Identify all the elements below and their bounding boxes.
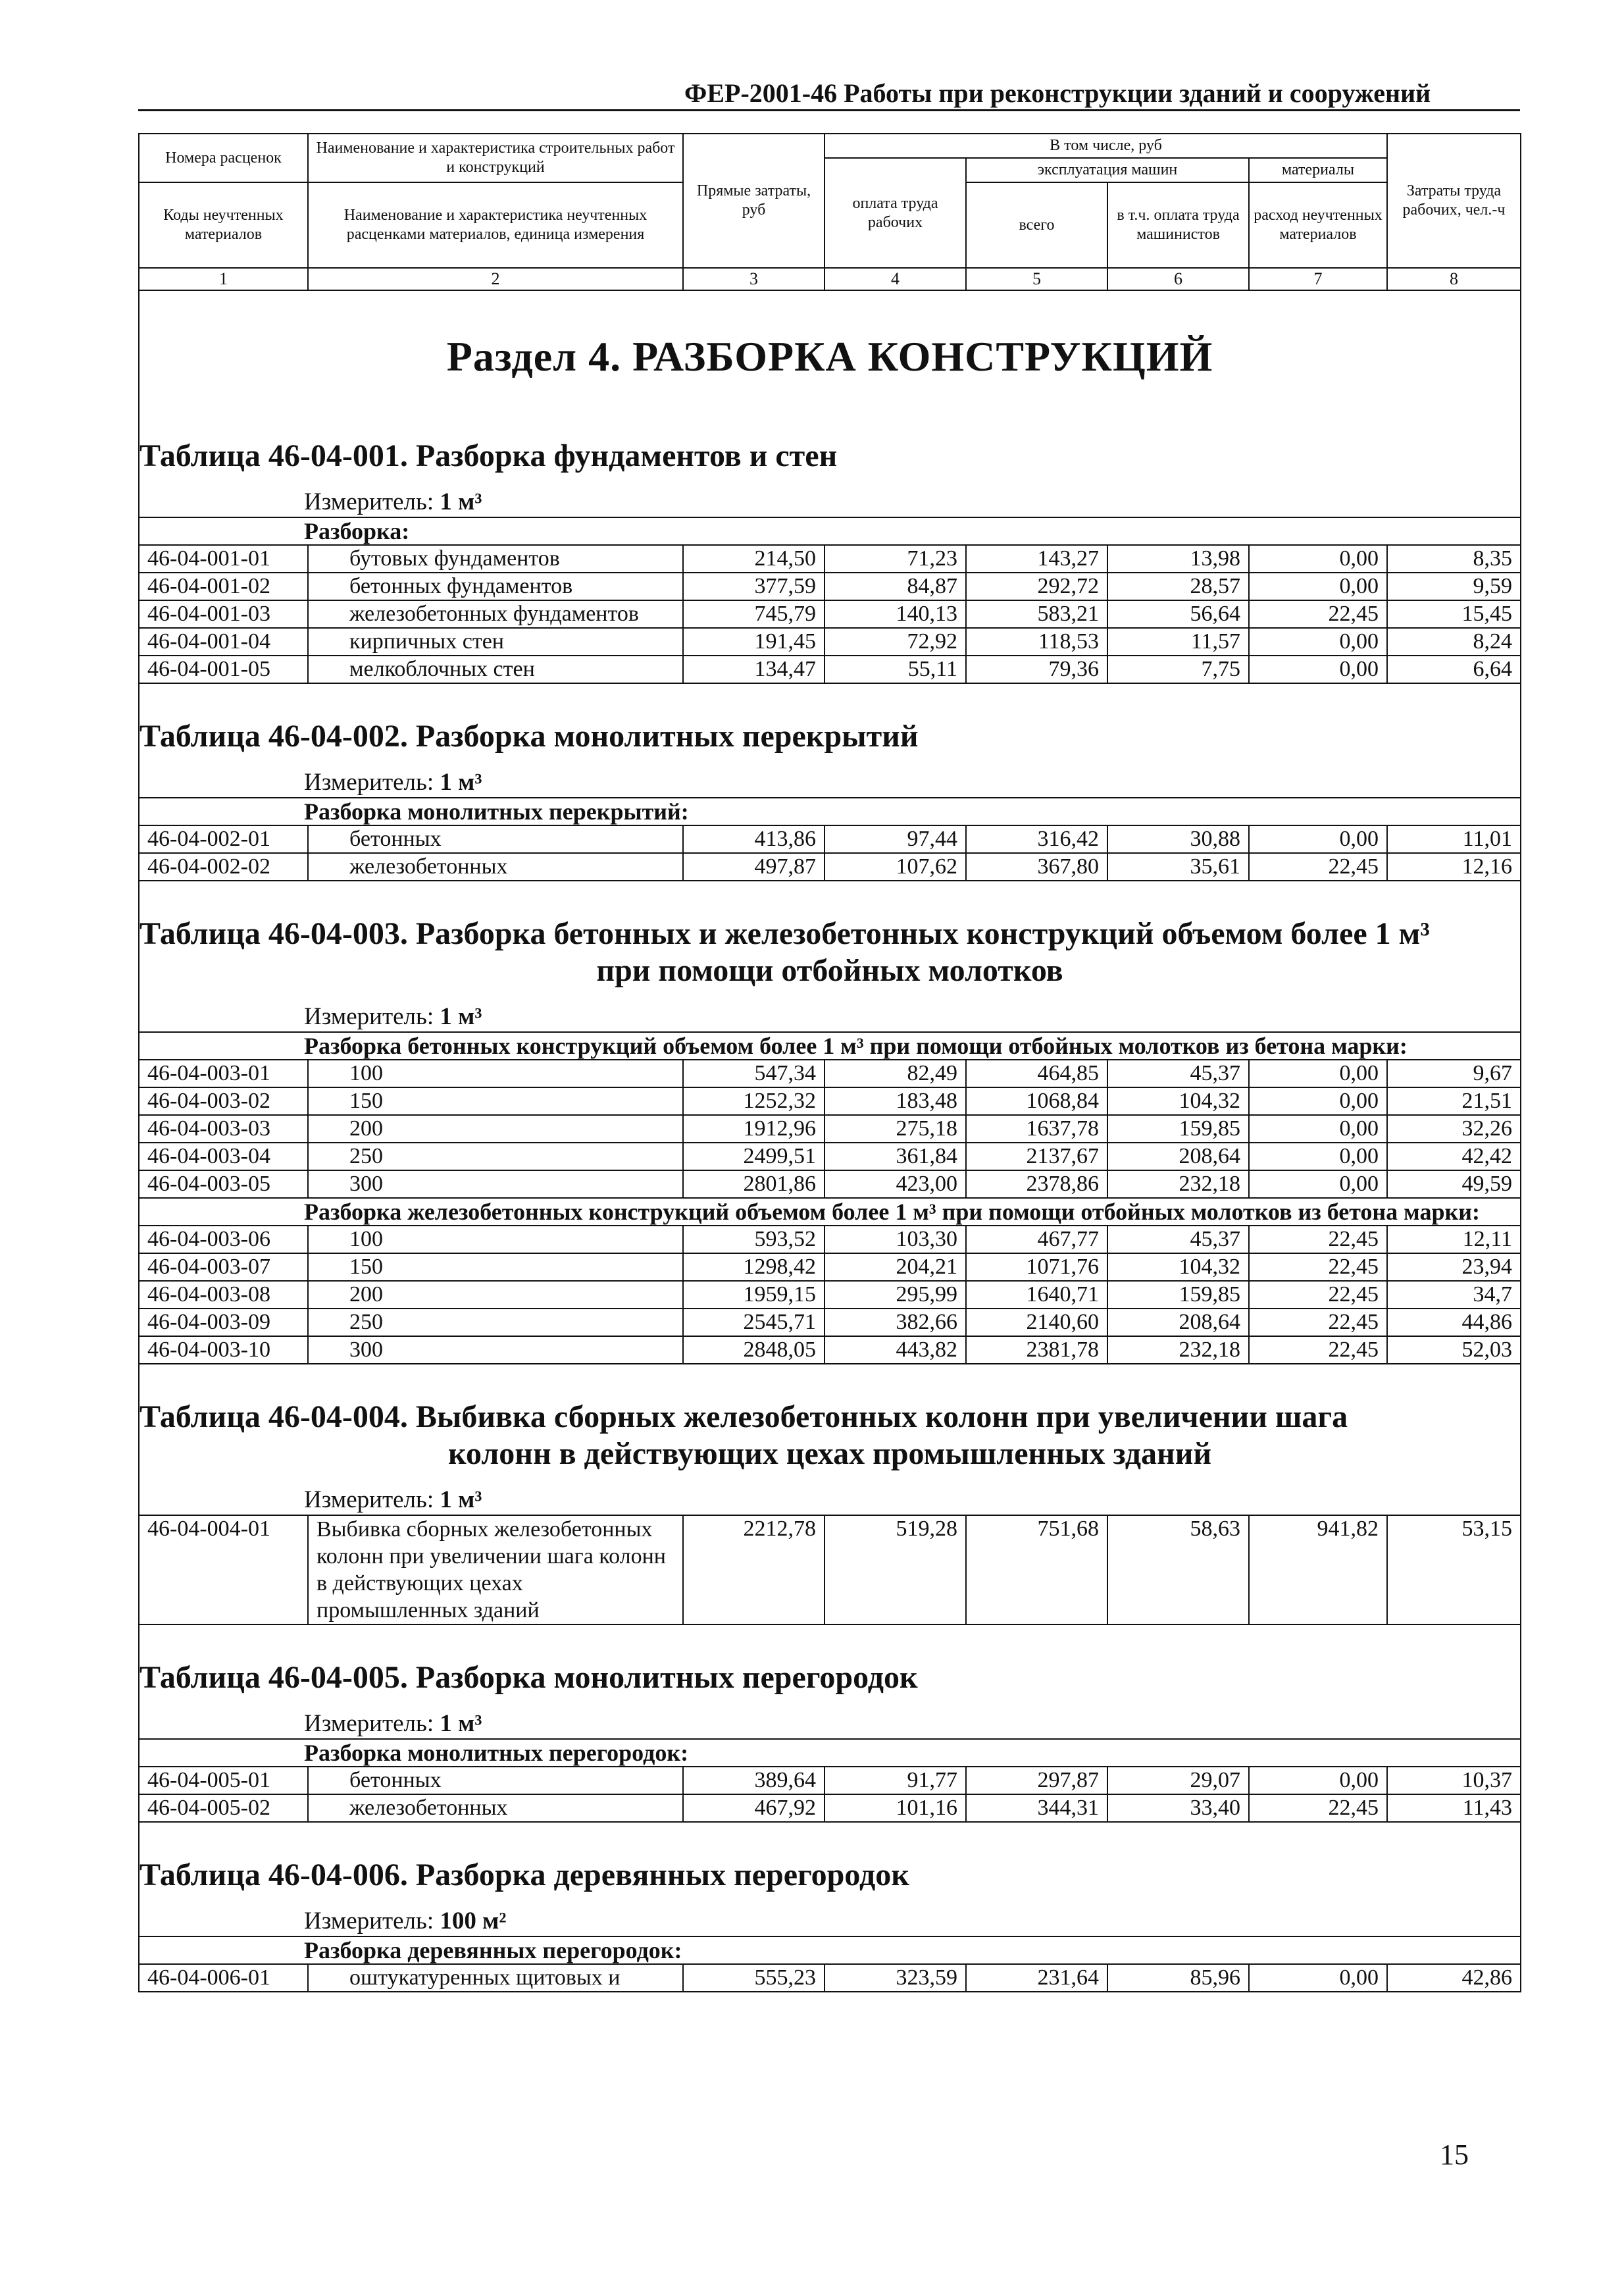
work-name-text: 250 [349,1144,383,1168]
direct-costs: 134,47 [683,656,825,683]
rate-code: 46-04-003-02 [139,1087,308,1115]
materials: 22,45 [1249,1226,1387,1253]
machines-total: 467,77 [966,1226,1107,1253]
direct-costs: 191,45 [683,628,825,656]
rate-code: 46-04-003-08 [139,1281,308,1309]
col-number: 4 [825,268,966,290]
work-name [308,825,683,853]
direct-costs: 1959,15 [683,1281,825,1309]
work-name-text: мелкоблочных стен [349,657,535,681]
work-name-text: 300 [349,1172,383,1196]
meter-label: Измеритель: [304,1486,434,1513]
wages: 323,59 [825,1964,966,1992]
machines-total: 1068,84 [966,1087,1107,1115]
machinists-wages: 35,61 [1107,853,1249,881]
machines-total: 2381,78 [966,1336,1107,1364]
labor-costs: 6,64 [1387,656,1521,683]
machinists-wages: 56,64 [1107,600,1249,628]
materials: 0,00 [1249,1060,1387,1087]
direct-costs: 214,50 [683,545,825,573]
head-col2-bottom: Наименование и характеристика неучтенных расценками материалов, единица измерения [308,182,683,268]
machines-total: 464,85 [966,1060,1107,1087]
materials: 0,00 [1249,1115,1387,1143]
table-row [139,1226,1521,1253]
materials: 0,00 [1249,1087,1387,1115]
col-number: 3 [683,268,825,290]
head-labor: Затраты труда рабочих, чел.-ч [1387,134,1521,268]
head-col1-top: Номера расценок [139,134,308,182]
rate-code: 46-04-001-02 [139,573,308,600]
machinists-wages: 28,57 [1107,573,1249,600]
machines-total: 231,64 [966,1964,1107,1992]
work-name-text: бетонных [349,1768,442,1792]
work-name-text: кирпичных стен [349,629,504,654]
direct-costs: 377,59 [683,573,825,600]
table-row [139,1060,1521,1087]
machines-total: 583,21 [966,600,1107,628]
labor-costs: 44,86 [1387,1309,1521,1336]
wages: 140,13 [825,600,966,628]
work-name [308,656,683,683]
meter-value: 1 м³ [440,1710,482,1737]
work-name [308,573,683,600]
machines-total: 1640,71 [966,1281,1107,1309]
head-wages: оплата труда рабочих [825,158,966,268]
head-machines: эксплуатация машин [966,158,1249,182]
machinists-wages: 30,88 [1107,825,1249,853]
work-name-text: 200 [349,1282,383,1307]
direct-costs: 1252,32 [683,1087,825,1115]
wages: 55,11 [825,656,966,683]
wages: 84,87 [825,573,966,600]
head-materials-unaccounted: расход неучтенных материалов [1249,182,1387,268]
machinists-wages: 58,63 [1107,1515,1249,1624]
table-title-line2: колонн в действующих цехах промышленных зданий [447,1436,1211,1471]
page-number: 15 [1440,2139,1469,2171]
work-name-text: Выбивка сборных железобетонных колонн при увеличении шага колонн в действующих цехах промышленных зданий [317,1517,666,1622]
machines-total: 344,31 [966,1794,1107,1822]
machines-total: 1637,78 [966,1115,1107,1143]
machinists-wages: 232,18 [1107,1336,1249,1364]
wages: 295,99 [825,1281,966,1309]
labor-costs: 42,86 [1387,1964,1521,1992]
labor-costs: 32,26 [1387,1115,1521,1143]
direct-costs: 1912,96 [683,1115,825,1143]
work-name [308,1309,683,1336]
direct-costs: 555,23 [683,1964,825,1992]
machines-total: 1071,76 [966,1253,1107,1281]
wages: 382,66 [825,1309,966,1336]
work-name [308,1253,683,1281]
col-number: 2 [308,268,683,290]
work-name-text: 250 [349,1310,383,1334]
machines-total: 367,80 [966,853,1107,881]
machinists-wages: 7,75 [1107,656,1249,683]
wages: 71,23 [825,545,966,573]
rate-code: 46-04-005-01 [139,1767,308,1794]
work-name [308,1281,683,1309]
machines-total: 316,42 [966,825,1107,853]
machines-total: 2140,60 [966,1309,1107,1336]
machines-total: 297,87 [966,1767,1107,1794]
work-name-text: 100 [349,1227,383,1251]
head-col1-bottom: Коды неучтенных материалов [139,182,308,268]
work-name [308,1515,683,1624]
wages: 183,48 [825,1087,966,1115]
col-number: 7 [1249,268,1387,290]
wages: 443,82 [825,1336,966,1364]
table-row [139,1143,1521,1170]
table-row [139,1767,1521,1794]
materials: 941,82 [1249,1515,1387,1624]
direct-costs: 2499,51 [683,1143,825,1170]
head-materials: материалы [1249,158,1387,182]
labor-costs: 12,11 [1387,1226,1521,1253]
labor-costs: 11,43 [1387,1794,1521,1822]
rate-code: 46-04-001-01 [139,545,308,573]
section-title: Раздел 4. РАЗБОРКА КОНСТРУКЦИЙ [446,333,1213,380]
group-heading: Разборка монолитных перегородок: [139,1739,1521,1767]
group-heading: Разборка бетонных конструкций объемом более 1 м³ при помощи отбойных молотков из бетона марки: [139,1032,1521,1060]
wages: 275,18 [825,1115,966,1143]
meter-value: 1 м³ [440,769,482,796]
labor-costs: 12,16 [1387,853,1521,881]
head-col2-top: Наименование и характеристика строительных работ и конструкций [308,134,683,182]
work-name [308,1170,683,1198]
machinists-wages: 45,37 [1107,1226,1249,1253]
labor-costs: 42,42 [1387,1143,1521,1170]
meter-label: Измеритель: [304,1710,434,1737]
machines-total: 118,53 [966,628,1107,656]
table-title: Таблица 46-04-003. Разборка бетонных и железобетонных конструкций объемом более 1 м³ [140,916,1430,951]
direct-costs: 467,92 [683,1794,825,1822]
direct-costs: 2545,71 [683,1309,825,1336]
wages: 204,21 [825,1253,966,1281]
rate-code: 46-04-003-10 [139,1336,308,1364]
direct-costs: 1298,42 [683,1253,825,1281]
table-title: Таблица 46-04-001. Разборка фундаментов и стен [140,438,838,473]
table-row [139,628,1521,656]
work-name-text: железобетонных [349,854,508,879]
rate-code: 46-04-003-05 [139,1170,308,1198]
machines-total: 751,68 [966,1515,1107,1624]
rate-code: 46-04-003-06 [139,1226,308,1253]
work-name-text: бетонных [349,827,442,851]
col-number: 8 [1387,268,1521,290]
materials: 22,45 [1249,1309,1387,1336]
materials: 22,45 [1249,1794,1387,1822]
rate-code: 46-04-002-02 [139,853,308,881]
work-name [308,545,683,573]
direct-costs: 745,79 [683,600,825,628]
meter-value: 1 м³ [440,1486,482,1513]
work-name [308,600,683,628]
wages: 91,77 [825,1767,966,1794]
table-row [139,600,1521,628]
wages: 103,30 [825,1226,966,1253]
col-number: 5 [966,268,1107,290]
table-row [139,1170,1521,1198]
table-row [139,545,1521,573]
header-rule [138,109,1520,111]
head-direct-costs: Прямые затраты, руб [683,134,825,268]
wages: 423,00 [825,1170,966,1198]
rate-code: 46-04-003-04 [139,1143,308,1170]
rate-code: 46-04-006-01 [139,1964,308,1992]
materials: 0,00 [1249,1964,1387,1992]
group-heading: Разборка монолитных перекрытий: [139,798,1521,825]
work-name-text: 150 [349,1255,383,1279]
machinists-wages: 29,07 [1107,1767,1249,1794]
rate-code: 46-04-002-01 [139,825,308,853]
work-name-text: оштукатуренных щитовых и [349,1965,621,1990]
meter-label: Измеритель: [304,769,434,796]
wages: 101,16 [825,1794,966,1822]
table-title: Таблица 46-04-005. Разборка монолитных перегородок [140,1660,918,1695]
materials: 22,45 [1249,1253,1387,1281]
labor-costs: 8,35 [1387,545,1521,573]
labor-costs: 49,59 [1387,1170,1521,1198]
rate-code: 46-04-004-01 [139,1515,308,1624]
work-name [308,1226,683,1253]
materials: 0,00 [1249,656,1387,683]
machinists-wages: 104,32 [1107,1253,1249,1281]
group-heading: Разборка железобетонных конструкций объемом более 1 м³ при помощи отбойных молотков из бетона марки: [139,1198,1521,1226]
direct-costs: 2801,86 [683,1170,825,1198]
work-name [308,1087,683,1115]
direct-costs: 547,34 [683,1060,825,1087]
direct-costs: 389,64 [683,1767,825,1794]
labor-costs: 8,24 [1387,628,1521,656]
machinists-wages: 45,37 [1107,1060,1249,1087]
meter-label: Измеритель: [304,1908,434,1934]
labor-costs: 53,15 [1387,1515,1521,1624]
table-title: Таблица 46-04-006. Разборка деревянных перегородок [140,1857,909,1892]
work-name [308,1794,683,1822]
materials: 0,00 [1249,573,1387,600]
work-name [308,628,683,656]
labor-costs: 23,94 [1387,1253,1521,1281]
work-name-text: 200 [349,1116,383,1141]
materials: 0,00 [1249,1170,1387,1198]
meter-label: Измеритель: [304,488,434,515]
materials: 0,00 [1249,825,1387,853]
labor-costs: 52,03 [1387,1336,1521,1364]
table-row [139,656,1521,683]
group-heading: Разборка деревянных перегородок: [139,1936,1521,1964]
wages: 72,92 [825,628,966,656]
wages: 97,44 [825,825,966,853]
work-name-text: железобетонных фундаментов [349,602,639,626]
labor-costs: 9,59 [1387,573,1521,600]
table-row [139,1515,1521,1624]
table-title: Таблица 46-04-004. Выбивка сборных железобетонных колонн при увеличении шага [140,1399,1348,1434]
table-row [139,573,1521,600]
rate-code: 46-04-003-07 [139,1253,308,1281]
table-row [139,1964,1521,1992]
table-row [139,1309,1521,1336]
wages: 82,49 [825,1060,966,1087]
materials: 22,45 [1249,1281,1387,1309]
head-machines-total: всего [966,182,1107,268]
page-header: ФЕР-2001-46 Работы при реконструкции зданий и сооружений [684,78,1431,108]
materials: 22,45 [1249,1336,1387,1364]
table-row [139,825,1521,853]
machines-total: 2378,86 [966,1170,1107,1198]
machinists-wages: 159,85 [1107,1115,1249,1143]
labor-costs: 10,37 [1387,1767,1521,1794]
machines-total: 143,27 [966,545,1107,573]
labor-costs: 21,51 [1387,1087,1521,1115]
labor-costs: 11,01 [1387,825,1521,853]
table-title-line2: при помощи отбойных молотков [596,953,1063,988]
machinists-wages: 85,96 [1107,1964,1249,1992]
work-name-text: 100 [349,1061,383,1085]
rate-code: 46-04-001-05 [139,656,308,683]
machinists-wages: 33,40 [1107,1794,1249,1822]
work-name-text: бутовых фундаментов [349,546,560,571]
work-name-text: 300 [349,1337,383,1362]
direct-costs: 413,86 [683,825,825,853]
rates-table [138,133,1521,1992]
rate-code: 46-04-001-03 [139,600,308,628]
work-name-text: 150 [349,1089,383,1113]
machinists-wages: 208,64 [1107,1309,1249,1336]
labor-costs: 9,67 [1387,1060,1521,1087]
direct-costs: 593,52 [683,1226,825,1253]
materials: 0,00 [1249,628,1387,656]
table-row [139,1336,1521,1364]
direct-costs: 2212,78 [683,1515,825,1624]
head-including: В том числе, руб [825,134,1387,158]
machinists-wages: 208,64 [1107,1143,1249,1170]
work-name [308,853,683,881]
materials: 22,45 [1249,853,1387,881]
table-row [139,1253,1521,1281]
table-row [139,1087,1521,1115]
work-name [308,1060,683,1087]
head-machinists: в т.ч. оплата труда машинистов [1107,182,1249,268]
machinists-wages: 159,85 [1107,1281,1249,1309]
work-name [308,1115,683,1143]
rate-code: 46-04-003-09 [139,1309,308,1336]
table-row [139,853,1521,881]
machinists-wages: 11,57 [1107,628,1249,656]
machinists-wages: 232,18 [1107,1170,1249,1198]
materials: 0,00 [1249,1143,1387,1170]
direct-costs: 2848,05 [683,1336,825,1364]
meter-value: 100 м² [440,1908,507,1934]
table-row [139,1281,1521,1309]
work-name-text: бетонных фундаментов [349,574,573,598]
machines-total: 2137,67 [966,1143,1107,1170]
machinists-wages: 13,98 [1107,545,1249,573]
work-name [308,1964,683,1992]
table-row [139,1115,1521,1143]
table-row [139,1794,1521,1822]
wages: 519,28 [825,1515,966,1624]
rate-code: 46-04-003-01 [139,1060,308,1087]
materials: 0,00 [1249,1767,1387,1794]
work-name-text: железобетонных [349,1796,508,1820]
rate-code: 46-04-001-04 [139,628,308,656]
work-name [308,1143,683,1170]
wages: 107,62 [825,853,966,881]
table-title: Таблица 46-04-002. Разборка монолитных перекрытий [140,719,919,754]
materials: 22,45 [1249,600,1387,628]
col-number: 6 [1107,268,1249,290]
meter-label: Измеритель: [304,1003,434,1030]
machinists-wages: 104,32 [1107,1087,1249,1115]
col-number: 1 [139,268,308,290]
direct-costs: 497,87 [683,853,825,881]
labor-costs: 34,7 [1387,1281,1521,1309]
rate-code: 46-04-005-02 [139,1794,308,1822]
machines-total: 79,36 [966,656,1107,683]
wages: 361,84 [825,1143,966,1170]
machines-total: 292,72 [966,573,1107,600]
meter-value: 1 м³ [440,1003,482,1030]
materials: 0,00 [1249,545,1387,573]
work-name [308,1767,683,1794]
labor-costs: 15,45 [1387,600,1521,628]
group-heading: Разборка: [139,517,1521,545]
meter-value: 1 м³ [440,488,482,515]
rate-code: 46-04-003-03 [139,1115,308,1143]
work-name [308,1336,683,1364]
